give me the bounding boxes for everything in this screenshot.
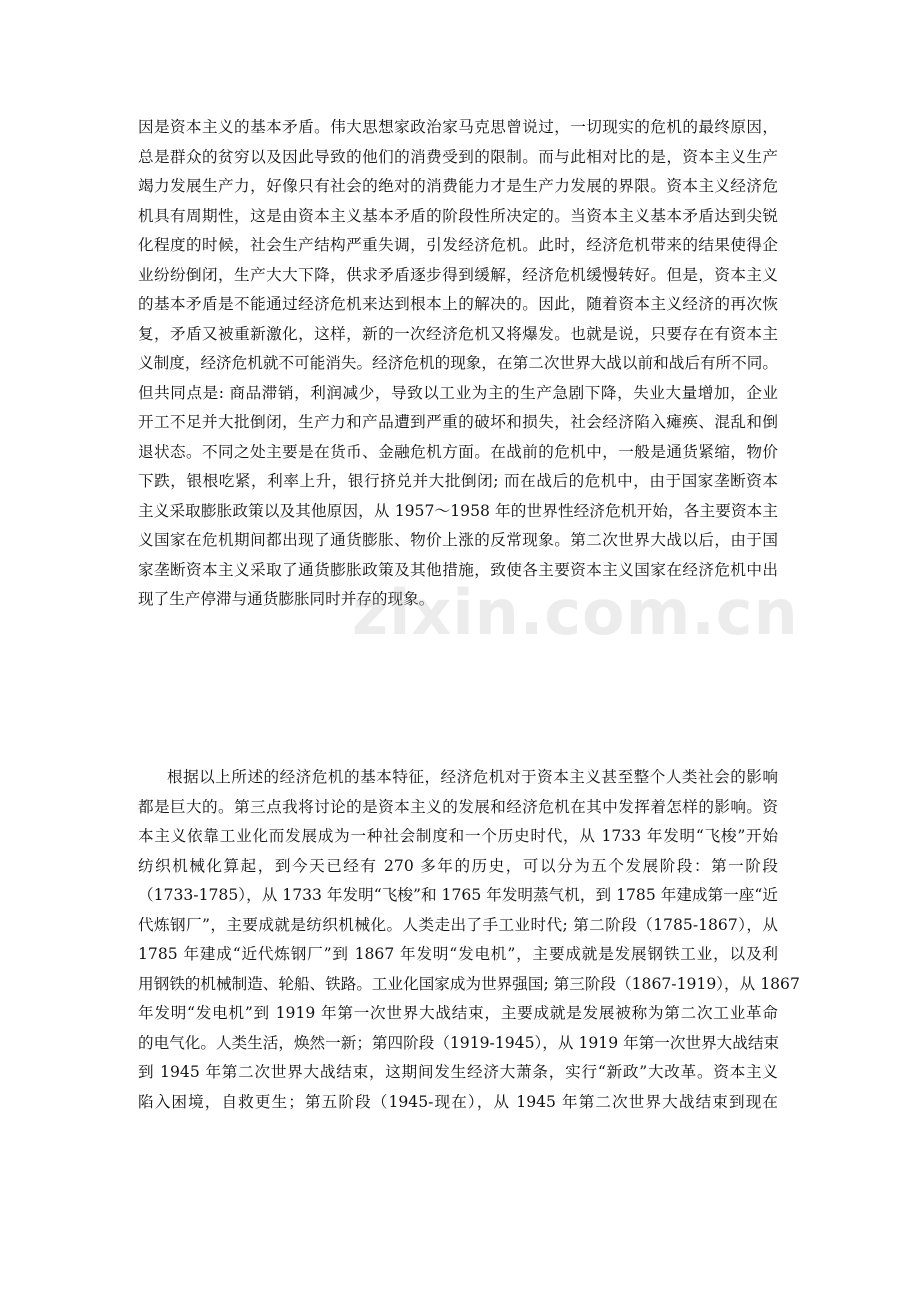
paragraph-line: 纺织机械化算起，到今天已经有 270 多年的历史，可以分为五个发展阶段：第一阶段 xyxy=(138,856,778,875)
paragraph-line: 业纷纷倒闭，生产大大下降，供求矛盾逐步得到缓解，经济危机缓慢转好。但是，资本主义 xyxy=(138,265,778,284)
paragraph-line: 但共同点是: 商品滞销，利润减少，导致以工业为主的生产急剧下降，失业大量增加，企业 xyxy=(138,383,778,402)
watermark: zixin.com.cn xyxy=(352,576,799,649)
paragraph-line: 本主义依靠工业化而发展成为一种社会制度和一个历史时代，从 1733 年发明“飞梭”开始 xyxy=(138,827,778,845)
paragraph-line: 根据以上所述的经济危机的基本特征，经济危机对于资本主义甚至整个人类社会的影响 xyxy=(167,768,778,786)
paragraph-line: 的基本矛盾是不能通过经济危机来达到根本上的解决的。因此，随着资本主义经济的再次恢 xyxy=(138,295,778,313)
paragraph-line: 陷入困境，自救更生；第五阶段（1945-现在），从 1945 年第二次世界大战结束到现在 xyxy=(138,1092,778,1111)
paragraph-line: 下跌，银根吃紧，利率上升，银行挤兑并大批倒闭; 而在战后的危机中，由于国家垄断资本 xyxy=(138,472,778,490)
paragraph-line: 的电气化。人类生活，焕然一新；第四阶段（1919-1945），从 1919 年第一次世界大战结束 xyxy=(138,1033,780,1052)
paragraph-line: 用钢铁的机械制造、轮船、铁路。工业化国家成为世界强国; 第三阶段（1867-1919），从 1867 xyxy=(138,974,800,993)
paragraph-2 xyxy=(138,763,800,1117)
paragraph-line: 因是资本主义的基本矛盾。伟大思想家政治家马克思曾说过，一切现实的危机的最终原因， xyxy=(138,118,778,136)
paragraph-line: 代炼钢厂”，主要成就是纺织机械化。人类走出了手工业时代; 第二阶段（1785-1867），从 xyxy=(138,915,778,934)
paragraph-line: 都是巨大的。第三点我将讨论的是资本主义的发展和经济危机在其中发挥着怎样的影响。资 xyxy=(138,797,778,816)
paragraph-line: 家垄断资本主义采取了通货膨胀政策及其他措施，致使各主要资本主义国家在经济危机中出 xyxy=(138,560,778,579)
paragraph-line: 年发明“发电机”到 1919 年第一次世界大战结束，主要成就是发展被称为第二次工业革命 xyxy=(138,1004,778,1022)
paragraph-line: 退状态。不同之处主要是在货币、金融危机方面。在战前的危机中，一般是通货紧缩，物价 xyxy=(138,442,778,461)
paragraph-line: 到 1945 年第二次世界大战结束，这期间发生经济大萧条，实行“新政”大改革。资本主义 xyxy=(138,1063,778,1081)
paragraph-line: 1785 年建成“近代炼钢厂”到 1867 年发明“发电机”，主要成就是发展钢铁工业，以及利 xyxy=(138,945,778,963)
paragraph-line: 义国家在危机期间都出现了通货膨胀、物价上涨的反常现象。第二次世界大战以后，由于国 xyxy=(138,531,778,549)
paragraph-line: 机具有周期性，这是由资本主义基本矛盾的阶段性所决定的。当资本主义基本矛盾达到尖锐 xyxy=(138,206,778,225)
paragraph-line: 化程度的时候，社会生产结构严重失调，引发经济危机。此时，经济危机带来的结果使得企 xyxy=(138,236,778,254)
paragraph-line: 竭力发展生产力，好像只有社会的绝对的消费能力才是生产力发展的界限。资本主义经济危 xyxy=(138,177,778,195)
paragraph-1 xyxy=(138,113,778,615)
paragraph-line: 复，矛盾又被重新激化，这样，新的一次经济危机又将爆发。也就是说，只要存在有资本主 xyxy=(138,324,778,343)
paragraph-line: 主义采取膨胀政策以及其他原因，从 1957～1958 年的世界性经济危机开始，各主要资本主 xyxy=(138,501,778,520)
paragraph-line: 总是群众的贫穷以及因此导致的他们的消费受到的限制。而与此相对比的是，资本主义生产 xyxy=(138,147,778,166)
paragraph-line: 现了生产停滞与通货膨胀同时并存的现象。 xyxy=(138,590,435,608)
paragraph-line: （1733-1785），从 1733 年发明“飞梭”和 1765 年发明蒸气机，到 1785 年建成第一座“近 xyxy=(138,886,778,904)
paragraph-line: 开工不足并大批倒闭，生产力和产品遭到严重的破坏和损失，社会经济陷入瘫痪、混乱和倒 xyxy=(138,413,778,431)
paragraph-line: 义制度，经济危机就不可能消失。经济危机的现象，在第二次世界大战以前和战后有所不同。 xyxy=(138,354,778,372)
